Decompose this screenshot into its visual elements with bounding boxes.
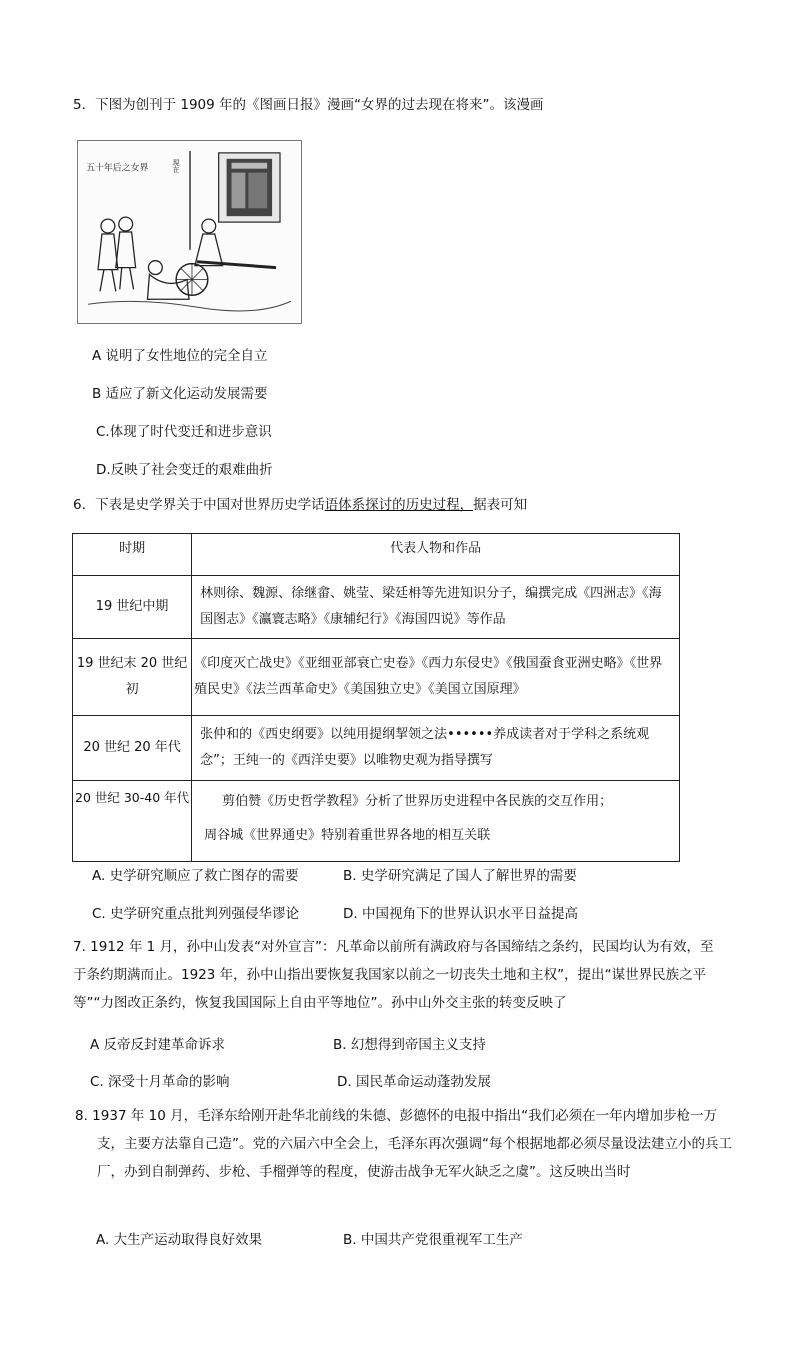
q5-stem: 5．下图为创刊于 1909 年的《图画日报》漫画“女界的过去现在将来”。该漫画 bbox=[73, 97, 544, 113]
table-cell-period: 20 世纪 30-40 年代 bbox=[73, 781, 192, 862]
q6-option-a[interactable]: A. 史学研究顺应了救亡图存的需要 bbox=[92, 868, 299, 884]
table-cell-works: 张仲和的《西史纲要》以纯用提纲挈领之法••••••养成读者对于学科之系统观念”；王纯一的《西洋史要》以唯物史观为指导撰写 bbox=[192, 716, 680, 781]
q5-cartoon-image bbox=[77, 140, 302, 324]
q7-stem: 7. 1912 年 1 月，孙中山发表“对外宣言”：凡革命以前所有满政府与各国缔结之条约，民国均认为有效，至于条约期满而止。1923 年，孙中山指出要恢复我国家以前之一切丧失土地和主权”，提出“谋世界民族之平等”“力图改正条约，恢复我国国际上自由平等地位”。孙中山外交主张的转变反映了 bbox=[73, 939, 714, 1011]
q8-option-a[interactable]: A. 大生产运动取得良好效果 bbox=[96, 1232, 263, 1248]
table-cell-works: 林则徐、魏源、徐继畲、姚莹、梁廷枏等先进知识分子，编撰完成《四洲志》《海国图志》《瀛寰志略》《康辅纪行》《海国四说》等作品 bbox=[192, 576, 680, 639]
q5-option-c[interactable]: C.体现了时代变迁和进步意识 bbox=[96, 424, 272, 440]
table-header-works: 代表人物和作品 bbox=[192, 534, 680, 576]
q8-stem: 8. 1937 年 10 月，毛泽东给刚开赴华北前线的朱德、彭德怀的电报中指出“我们必须在一年内增加步枪一万支，主要方法靠自己造”。党的六届六中全会上，毛泽东再次强调“每个根据地都必须尽量设法建立小的兵工厂，办到自制弹药、步枪、手榴弹等的程度，使游击战争无军火缺乏之虞”。这反映出当时 bbox=[75, 1108, 732, 1180]
q8-option-b[interactable]: B. 中国共产党很重视军工生产 bbox=[343, 1232, 523, 1248]
table-header-period: 时期 bbox=[73, 534, 192, 576]
q7-option-c[interactable]: C. 深受十月革命的影响 bbox=[90, 1074, 230, 1090]
table-header-row bbox=[73, 534, 680, 576]
q6-option-d[interactable]: D. 中国视角下的世界认识水平日益提高 bbox=[343, 906, 578, 922]
q7-option-b[interactable]: B. 幻想得到帝国主义支持 bbox=[333, 1037, 486, 1053]
cartoon-drawing bbox=[78, 141, 301, 323]
table-cell-period: 20 世纪 20 年代 bbox=[73, 716, 192, 781]
table-row bbox=[73, 781, 680, 862]
q6-stem-underlined: 语体系探讨的历史过程， bbox=[324, 497, 474, 513]
table-row bbox=[73, 716, 680, 781]
q5-option-b[interactable]: B 适应了新文化运动发展需要 bbox=[92, 386, 268, 402]
q6-option-c[interactable]: C. 史学研究重点批判列强侵华谬论 bbox=[92, 906, 300, 922]
table-cell-works bbox=[192, 781, 680, 862]
table-cell-period: 19 世纪末 20 世纪初 bbox=[73, 639, 192, 716]
q6-table bbox=[72, 533, 680, 862]
cartoon-title: 五十年后之女界 bbox=[86, 163, 149, 174]
q7-option-a[interactable]: A 反帝反封建革命诉求 bbox=[90, 1037, 226, 1053]
q5-option-a[interactable]: A 说明了女性地位的完全自立 bbox=[92, 348, 268, 364]
works-line-1: 剪伯赞《历史哲学教程》分析了世界历史进程中各民族的交互作用； bbox=[222, 794, 613, 809]
table-cell-works: 《印度灭亡战史》《亚细亚部衰亡史卷》《西力东侵史》《俄国蚕食亚洲史略》《世界殖民史》《法兰西革命史》《美国独立史》《美国立国原理》 bbox=[192, 639, 680, 716]
q6-stem: 6．下表是史学界关于中国对世界历史学话语体系探讨的历史过程，据表可知 bbox=[73, 497, 528, 513]
q5-option-d[interactable]: D.反映了社会变迁的艰难曲折 bbox=[96, 462, 273, 478]
cartoon-side-text: 現在 bbox=[171, 158, 180, 173]
q6-option-b[interactable]: B. 史学研究满足了国人了解世界的需要 bbox=[343, 868, 577, 884]
table-row bbox=[73, 639, 680, 716]
q7-option-d[interactable]: D. 国民革命运动蓬勃发展 bbox=[337, 1074, 491, 1090]
works-line-2: 周谷城《世界通史》特别着重世界各地的相互关联 bbox=[204, 828, 491, 843]
table-row bbox=[73, 576, 680, 639]
table-cell-period: 19 世纪中期 bbox=[73, 576, 192, 639]
